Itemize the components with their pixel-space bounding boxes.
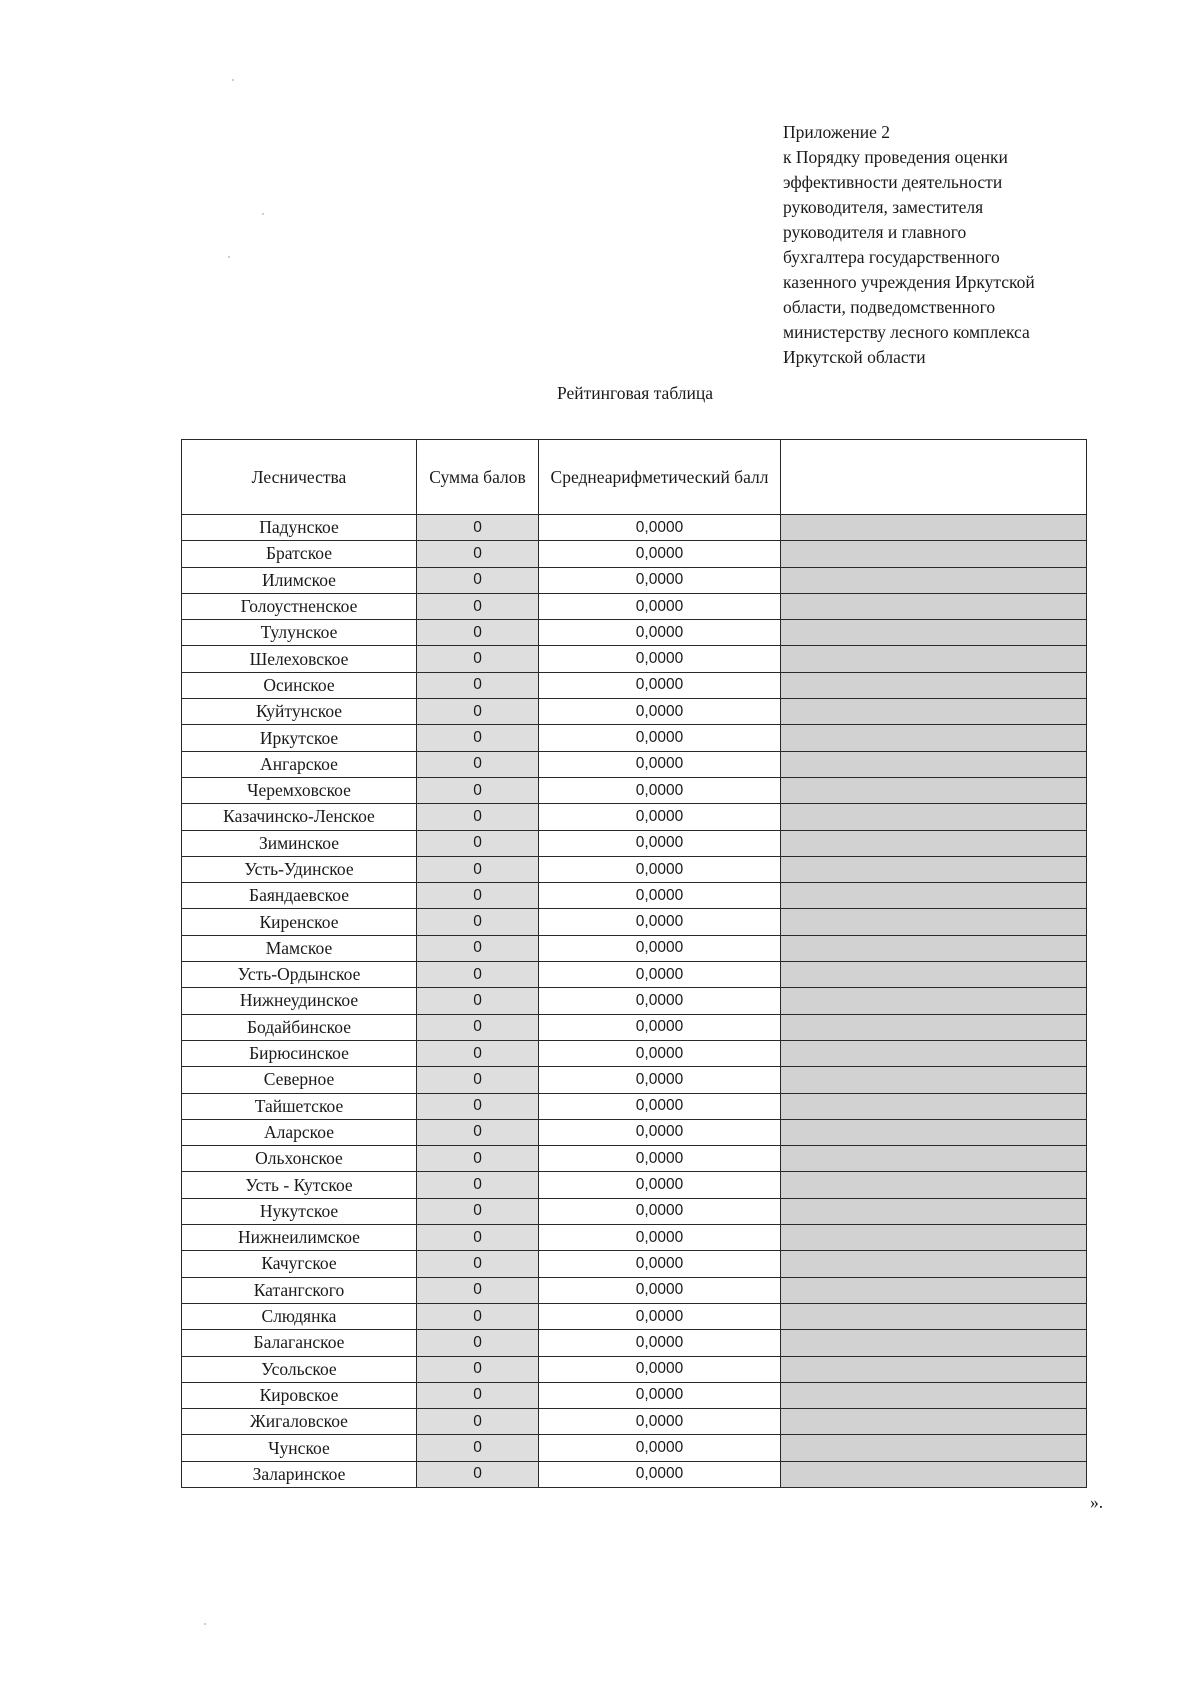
table-row [182,620,1087,646]
annex-line: к Порядку проведения оценки [783,147,1008,167]
annex-line: Приложение 2 [783,122,891,142]
table-header-row [182,440,1087,515]
score-sum-cell: 0 [417,1409,539,1435]
table-row [182,725,1087,751]
score-sum-cell: 0 [417,1277,539,1303]
table-row [182,1461,1087,1487]
shaded-empty-cell [781,1014,1087,1040]
forestry-name-cell: Усть - Кутское [182,1172,417,1198]
table-row [182,1435,1087,1461]
scan-speck [262,213,264,215]
shaded-empty-cell [781,909,1087,935]
closing-quote-mark: ». [1090,1492,1104,1512]
average-score-cell: 0,0000 [539,1146,781,1172]
forestry-name-cell: Кировское [182,1382,417,1408]
score-sum-cell: 0 [417,883,539,909]
score-sum-cell: 0 [417,909,539,935]
score-sum-cell: 0 [417,777,539,803]
average-score-cell: 0,0000 [539,909,781,935]
shaded-empty-cell [781,1198,1087,1224]
table-row [182,830,1087,856]
forestry-name-cell: Братское [182,541,417,567]
shaded-empty-cell [781,856,1087,882]
forestry-name-cell: Катангского [182,1277,417,1303]
average-score-cell: 0,0000 [539,1119,781,1145]
table-row [182,1409,1087,1435]
forestry-name-cell: Ольхонское [182,1146,417,1172]
average-score-cell: 0,0000 [539,1461,781,1487]
score-sum-cell: 0 [417,1119,539,1145]
score-sum-cell: 0 [417,541,539,567]
table-row [182,672,1087,698]
average-score-cell: 0,0000 [539,751,781,777]
score-sum-cell: 0 [417,1330,539,1356]
shaded-empty-cell [781,699,1087,725]
table-row [182,1277,1087,1303]
score-sum-cell: 0 [417,830,539,856]
annex-line: эффективности деятельности [783,172,1003,192]
shaded-empty-cell [781,1040,1087,1066]
forestry-name-cell: Заларинское [182,1461,417,1487]
average-score-cell: 0,0000 [539,1198,781,1224]
shaded-empty-cell [781,1303,1087,1329]
table-row [182,1172,1087,1198]
forestry-name-cell: Северное [182,1067,417,1093]
average-score-cell: 0,0000 [539,1093,781,1119]
score-sum-cell: 0 [417,1251,539,1277]
shaded-empty-cell [781,515,1087,541]
score-sum-cell: 0 [417,646,539,672]
forestry-name-cell: Аларское [182,1119,417,1145]
table-row [182,883,1087,909]
score-sum-cell: 0 [417,856,539,882]
average-score-cell: 0,0000 [539,1040,781,1066]
annex-line: Иркутской области [783,347,926,367]
table-row [182,1382,1087,1408]
table-row [182,1119,1087,1145]
shaded-empty-cell [781,1093,1087,1119]
average-score-cell: 0,0000 [539,804,781,830]
shaded-empty-cell [781,804,1087,830]
score-sum-cell: 0 [417,1435,539,1461]
table-row [182,1146,1087,1172]
annex-line: руководителя и главного [783,222,967,242]
forestry-name-cell: Усольское [182,1356,417,1382]
scan-speck [204,1623,206,1625]
score-sum-cell: 0 [417,672,539,698]
forestry-name-cell: Нижнеудинское [182,988,417,1014]
average-score-cell: 0,0000 [539,1330,781,1356]
score-sum-cell: 0 [417,1198,539,1224]
table-row [182,751,1087,777]
forestry-name-cell: Голоустненское [182,593,417,619]
average-score-cell: 0,0000 [539,1172,781,1198]
annex-line: казенного учреждения Иркутской [783,272,1035,292]
forestry-name-cell: Казачинско-Ленское [182,804,417,830]
shaded-empty-cell [781,1435,1087,1461]
score-sum-cell: 0 [417,962,539,988]
score-sum-cell: 0 [417,699,539,725]
shaded-empty-cell [781,1067,1087,1093]
table-row [182,909,1087,935]
table-row [182,777,1087,803]
average-score-cell: 0,0000 [539,988,781,1014]
table-row [182,935,1087,961]
shaded-empty-cell [781,1356,1087,1382]
shaded-empty-cell [781,725,1087,751]
average-score-cell: 0,0000 [539,515,781,541]
average-score-cell: 0,0000 [539,1251,781,1277]
forestry-name-cell: Черемховское [182,777,417,803]
forestry-name-cell: Ангарское [182,751,417,777]
average-score-cell: 0,0000 [539,1014,781,1040]
shaded-empty-cell [781,1146,1087,1172]
score-sum-cell: 0 [417,1303,539,1329]
shaded-empty-cell [781,593,1087,619]
average-score-cell: 0,0000 [539,1382,781,1408]
table-row [182,699,1087,725]
shaded-empty-cell [781,1461,1087,1487]
scan-speck [228,256,230,258]
average-score-cell: 0,0000 [539,830,781,856]
table-row [182,646,1087,672]
score-sum-cell: 0 [417,751,539,777]
forestry-name-cell: Чунское [182,1435,417,1461]
table-row [182,515,1087,541]
average-score-cell: 0,0000 [539,856,781,882]
score-sum-cell: 0 [417,1225,539,1251]
score-sum-cell: 0 [417,935,539,961]
forestry-name-cell: Нукутское [182,1198,417,1224]
score-sum-cell: 0 [417,725,539,751]
table-row [182,1251,1087,1277]
shaded-empty-cell [781,541,1087,567]
table-row [182,856,1087,882]
average-score-cell: 0,0000 [539,567,781,593]
score-sum-cell: 0 [417,567,539,593]
score-sum-cell: 0 [417,593,539,619]
shaded-empty-cell [781,1382,1087,1408]
average-score-cell: 0,0000 [539,935,781,961]
average-score-cell: 0,0000 [539,1435,781,1461]
shaded-empty-cell [781,883,1087,909]
score-sum-cell: 0 [417,1093,539,1119]
annex-header [783,120,1103,370]
shaded-empty-cell [781,646,1087,672]
score-sum-cell: 0 [417,1040,539,1066]
shaded-empty-cell [781,962,1087,988]
forestry-name-cell: Усть-Удинское [182,856,417,882]
average-score-cell: 0,0000 [539,725,781,751]
forestry-name-cell: Нижнеилимское [182,1225,417,1251]
table-row [182,1330,1087,1356]
forestry-name-cell: Балаганское [182,1330,417,1356]
forestry-name-cell: Осинское [182,672,417,698]
forestry-name-cell: Жигаловское [182,1409,417,1435]
forestry-name-cell: Зиминское [182,830,417,856]
score-sum-cell: 0 [417,1356,539,1382]
average-score-cell: 0,0000 [539,620,781,646]
forestry-name-cell: Куйтунское [182,699,417,725]
average-score-cell: 0,0000 [539,672,781,698]
score-sum-cell: 0 [417,1172,539,1198]
scan-speck [232,79,234,81]
shaded-empty-cell [781,1330,1087,1356]
average-score-cell: 0,0000 [539,962,781,988]
shaded-empty-cell [781,1409,1087,1435]
score-sum-cell: 0 [417,1067,539,1093]
forestry-name-cell: Тайшетское [182,1093,417,1119]
forestry-name-cell: Качугское [182,1251,417,1277]
score-sum-cell: 0 [417,1461,539,1487]
forestry-name-cell: Иркутское [182,725,417,751]
shaded-empty-cell [781,830,1087,856]
shaded-empty-cell [781,751,1087,777]
table-row [182,1225,1087,1251]
header-forestry: Лесничества [182,440,417,515]
table-row [182,1014,1087,1040]
score-sum-cell: 0 [417,620,539,646]
document-title: Рейтинговая таблица [556,383,714,403]
table-row [182,1356,1087,1382]
forestry-name-cell: Баяндаевское [182,883,417,909]
shaded-empty-cell [781,1277,1087,1303]
shaded-empty-cell [781,1172,1087,1198]
shaded-empty-cell [781,777,1087,803]
average-score-cell: 0,0000 [539,883,781,909]
table-row [182,1040,1087,1066]
rating-table [181,439,1087,1488]
annex-line: бухгалтера государственного [783,247,1000,267]
forestry-name-cell: Усть-Ордынское [182,962,417,988]
shaded-empty-cell [781,935,1087,961]
average-score-cell: 0,0000 [539,1409,781,1435]
table-row [182,567,1087,593]
table-row [182,1303,1087,1329]
average-score-cell: 0,0000 [539,1303,781,1329]
score-sum-cell: 0 [417,988,539,1014]
score-sum-cell: 0 [417,1014,539,1040]
average-score-cell: 0,0000 [539,1225,781,1251]
score-sum-cell: 0 [417,515,539,541]
forestry-name-cell: Слюдянка [182,1303,417,1329]
forestry-name-cell: Илимское [182,567,417,593]
header-extra [781,440,1087,515]
shaded-empty-cell [781,620,1087,646]
score-sum-cell: 0 [417,1146,539,1172]
score-sum-cell: 0 [417,804,539,830]
forestry-name-cell: Бирюсинское [182,1040,417,1066]
table-row [182,804,1087,830]
score-sum-cell: 0 [417,1382,539,1408]
header-average: Среднеарифметический балл [539,440,781,515]
table-row [182,1093,1087,1119]
forestry-name-cell: Тулунское [182,620,417,646]
average-score-cell: 0,0000 [539,1356,781,1382]
forestry-name-cell: Бодайбинское [182,1014,417,1040]
forestry-name-cell: Шелеховское [182,646,417,672]
header-sum: Сумма балов [417,440,539,515]
average-score-cell: 0,0000 [539,699,781,725]
annex-line: министерству лесного комплекса [783,322,1030,342]
table-row [182,1067,1087,1093]
table-row [182,1198,1087,1224]
annex-line: области, подведомственного [783,297,996,317]
average-score-cell: 0,0000 [539,541,781,567]
forestry-name-cell: Мамское [182,935,417,961]
table-row [182,541,1087,567]
forestry-name-cell: Киренское [182,909,417,935]
shaded-empty-cell [781,672,1087,698]
forestry-name-cell: Падунское [182,515,417,541]
shaded-empty-cell [781,1119,1087,1145]
average-score-cell: 0,0000 [539,777,781,803]
annex-line: руководителя, заместителя [783,197,984,217]
average-score-cell: 0,0000 [539,1067,781,1093]
shaded-empty-cell [781,1251,1087,1277]
average-score-cell: 0,0000 [539,1277,781,1303]
shaded-empty-cell [781,1225,1087,1251]
table-row [182,988,1087,1014]
table-body [182,515,1087,1488]
average-score-cell: 0,0000 [539,646,781,672]
average-score-cell: 0,0000 [539,593,781,619]
table-row [182,962,1087,988]
shaded-empty-cell [781,988,1087,1014]
table-row [182,593,1087,619]
shaded-empty-cell [781,567,1087,593]
